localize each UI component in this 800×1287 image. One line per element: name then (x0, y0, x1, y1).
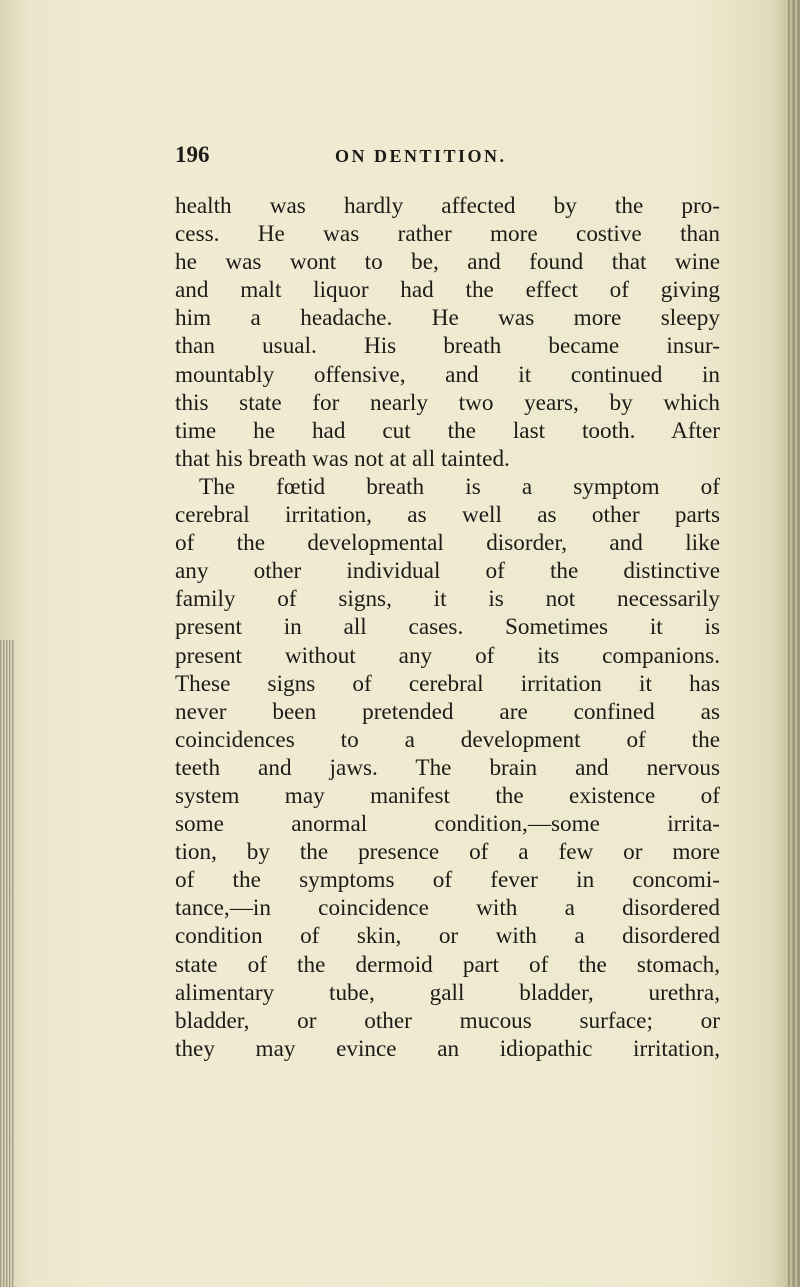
page-number: 196 (175, 142, 210, 167)
page-edge-right (788, 0, 800, 1287)
text-line: coincidences to a development of the (175, 726, 720, 753)
text-line: teeth and jaws. The brain and nervous (175, 754, 720, 781)
page-header (175, 142, 675, 172)
text-line: they may evince an idiopathic irritation, (175, 1035, 720, 1062)
text-line: The fœtid breath is a symptom of (199, 473, 720, 500)
text-line: that his breath was not at all tainted. (175, 445, 510, 472)
text-line: present in all cases. Sometimes it is (175, 614, 720, 641)
text-line: alimentary tube, gall bladder, urethra, (175, 979, 720, 1006)
text-line: some anormal condition,—some irrita- (175, 811, 720, 838)
page-edge-left (0, 640, 14, 1287)
text-line: he was wont to be, and found that wine (175, 249, 720, 276)
text-line: system may manifest the existence of (175, 782, 720, 809)
text-line: These signs of cerebral irritation it has (175, 670, 720, 697)
text-line: bladder, or other mucous surface; or (175, 1007, 720, 1034)
text-line: and malt liquor had the effect of giving (175, 277, 720, 304)
text-line: of the developmental disorder, and like (175, 530, 720, 557)
text-line: condition of skin, or with a disordered (175, 923, 720, 950)
running-head: ON DENTITION. (335, 146, 507, 166)
text-line: state of the dermoid part of the stomach, (175, 951, 720, 978)
text-line: tance,—in coincidence with a disordered (175, 895, 720, 922)
text-line: cess. He was rather more costive than (175, 221, 720, 248)
text-line: never been pretended are confined as (175, 698, 720, 725)
text-line: this state for nearly two years, by which (175, 389, 720, 416)
text-line: present without any of its companions. (175, 642, 720, 669)
text-line: family of signs, it is not necessarily (175, 586, 720, 613)
text-line: of the symptoms of fever in concomi- (175, 867, 720, 894)
text-line: tion, by the presence of a few or more (175, 839, 720, 866)
text-line: mountably offensive, and it continued in (175, 361, 720, 388)
text-line: any other individual of the distinctive (175, 558, 720, 585)
text-line: health was hardly affected by the pro- (175, 193, 720, 219)
text-line: him a headache. He was more sleepy (175, 305, 720, 332)
text-line: cerebral irritation, as well as other parts (175, 502, 720, 529)
body-text (175, 192, 720, 1063)
text-line: time he had cut the last tooth. After (175, 417, 720, 444)
text-line: than usual. His breath became insur- (175, 333, 720, 360)
